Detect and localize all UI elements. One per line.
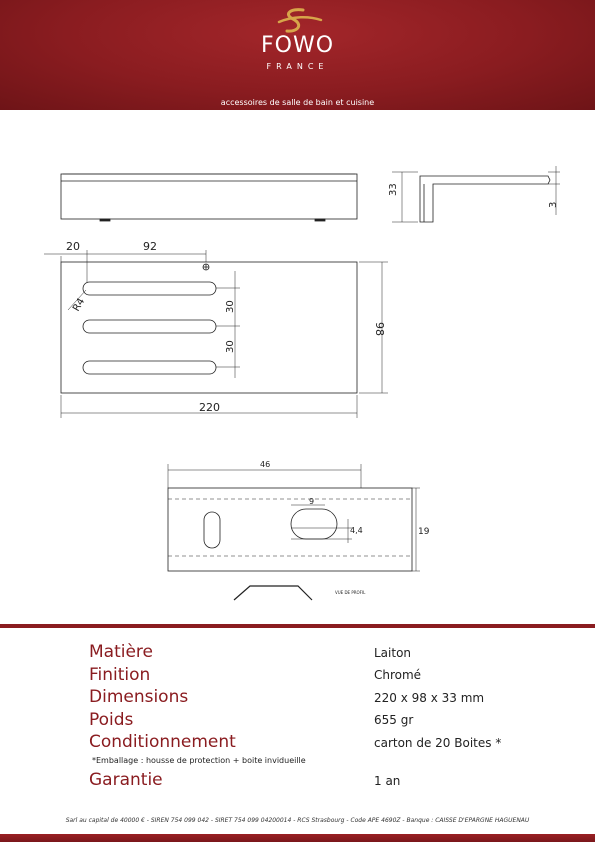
technical-drawing <box>0 110 595 620</box>
dim-detail-slot: 9 <box>309 497 315 506</box>
company-footer: Sarl au capital de 40000 € - SIREN 754 099 042 - SIRET 754 099 04200014 - RCS Strasbourg - Code APE 4690Z - Banque : CAISSE D'EPARGNE HAGUENAU <box>65 817 530 824</box>
page-header <box>0 0 595 110</box>
packaging-note: *Emballage : housse de protection + boite invidueille <box>92 756 306 765</box>
front-view <box>61 174 357 221</box>
dim-radius: R4 <box>71 296 88 314</box>
dim-width: 220 <box>199 401 220 414</box>
footer-bar <box>0 834 595 842</box>
spec-label-dimensions: Dimensions <box>89 687 189 707</box>
spec-label-material: Matière <box>89 642 154 662</box>
dim-detail-height: 19 <box>418 527 430 537</box>
dim-detail-slot-height: 4,4 <box>350 526 363 535</box>
spec-label-weight: Poids <box>89 710 134 730</box>
dim-detail-width: 46 <box>260 460 271 469</box>
spec-value-warranty: 1 an <box>374 774 401 788</box>
top-view <box>44 250 388 418</box>
dim-top-hole: 92 <box>143 240 157 253</box>
section-divider <box>0 624 595 628</box>
dim-top-offset: 20 <box>66 240 80 253</box>
spec-value-material: Laiton <box>374 646 412 660</box>
spec-value-dimensions: 220 x 98 x 33 mm <box>374 691 485 705</box>
brand-tagline: accessoires de salle de bain et cuisine <box>220 98 375 107</box>
dim-spacing-2: 30 <box>225 340 236 353</box>
fowo-logo-icon <box>273 6 325 36</box>
spec-label-packaging: Conditionnement <box>89 732 236 752</box>
detail-view <box>168 464 420 600</box>
side-view <box>392 166 560 222</box>
dim-side-height: 33 <box>388 183 399 196</box>
brand-name: FOWO <box>260 33 335 58</box>
profile-view-label: VUE DE PROFIL <box>335 590 366 595</box>
dim-spacing-1: 30 <box>225 300 236 313</box>
dim-depth: 98 <box>373 322 386 336</box>
brand-subtitle: FRANCE <box>266 62 329 71</box>
spec-value-weight: 655 gr <box>374 713 414 727</box>
dim-side-lip: 3 <box>548 201 559 208</box>
spec-value-packaging: carton de 20 Boites * <box>374 736 502 750</box>
spec-value-finish: Chromé <box>374 668 422 682</box>
spec-label-warranty: Garantie <box>89 770 163 790</box>
spec-label-finish: Finition <box>89 665 151 685</box>
